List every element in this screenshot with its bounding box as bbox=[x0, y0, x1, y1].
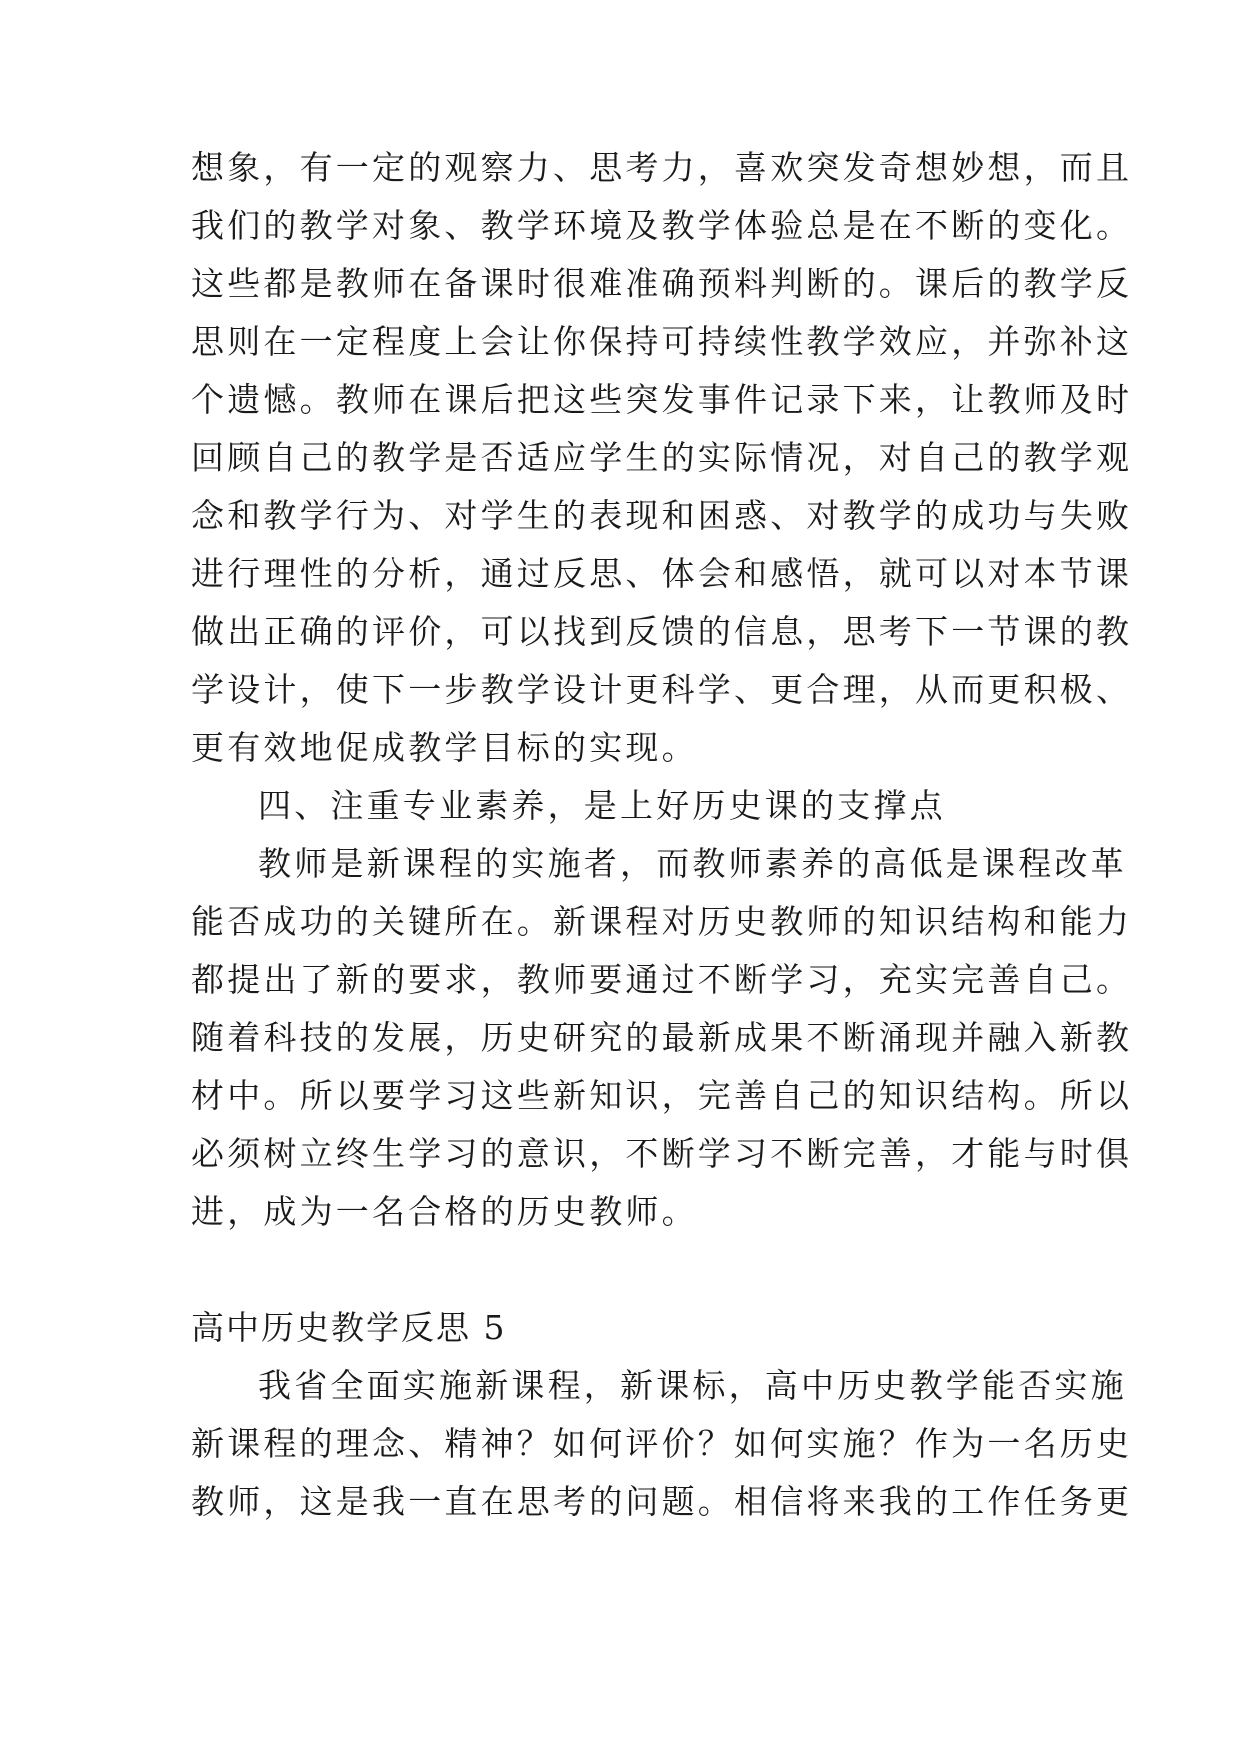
body-text-line: 进，成为一名合格的历史教师。 bbox=[191, 1192, 698, 1231]
body-text-line: 必须树立终生学习的意识，不断学习不断完善，才能与时俱 bbox=[191, 1134, 1133, 1173]
article-title: 高中历史教学反思 5 bbox=[191, 1308, 507, 1347]
body-text-line: 能否成功的关键所在。新课程对历史教师的知识结构和能力 bbox=[191, 902, 1133, 941]
section-heading: 四、注重专业素养，是上好历史课的支撑点 bbox=[258, 786, 946, 825]
body-text-line: 教师，这是我一直在思考的问题。相信将来我的工作任务更 bbox=[191, 1482, 1133, 1521]
body-text-line: 个遗憾。教师在课后把这些突发事件记录下来，让教师及时 bbox=[191, 380, 1133, 419]
body-text-line: 都提出了新的要求，教师要通过不断学习，充实完善自己。 bbox=[191, 960, 1133, 999]
body-text-line: 回顾自己的教学是否适应学生的实际情况，对自己的教学观 bbox=[191, 438, 1133, 477]
body-text-line: 做出正确的评价，可以找到反馈的信息，思考下一节课的教 bbox=[191, 612, 1133, 651]
body-text-line: 想象，有一定的观察力、思考力，喜欢突发奇想妙想，而且 bbox=[191, 148, 1133, 187]
body-text-line: 学设计，使下一步教学设计更科学、更合理，从而更积极、 bbox=[191, 670, 1133, 709]
body-text-line: 我们的教学对象、教学环境及教学体验总是在不断的变化。 bbox=[191, 206, 1133, 245]
body-text-line: 进行理性的分析，通过反思、体会和感悟，就可以对本节课 bbox=[191, 554, 1133, 593]
body-text-line: 随着科技的发展，历史研究的最新成果不断涌现并融入新教 bbox=[191, 1018, 1133, 1057]
body-text-line: 材中。所以要学习这些新知识，完善自己的知识结构。所以 bbox=[191, 1076, 1133, 1115]
body-text-line: 这些都是教师在备课时很难准确预料判断的。课后的教学反 bbox=[191, 264, 1133, 303]
body-text-line: 更有效地促成教学目标的实现。 bbox=[191, 728, 698, 767]
body-text-line: 新课程的理念、精神？如何评价？如何实施？作为一名历史 bbox=[191, 1424, 1133, 1463]
body-text-line: 思则在一定程度上会让你保持可持续性教学效应，并弥补这 bbox=[191, 322, 1133, 361]
body-text-line: 念和教学行为、对学生的表现和困惑、对教学的成功与失败 bbox=[191, 496, 1133, 535]
body-text-line: 教师是新课程的实施者，而教师素养的高低是课程改革 bbox=[258, 844, 1127, 883]
body-text-line: 我省全面实施新课程，新课标，高中历史教学能否实施 bbox=[258, 1366, 1127, 1405]
